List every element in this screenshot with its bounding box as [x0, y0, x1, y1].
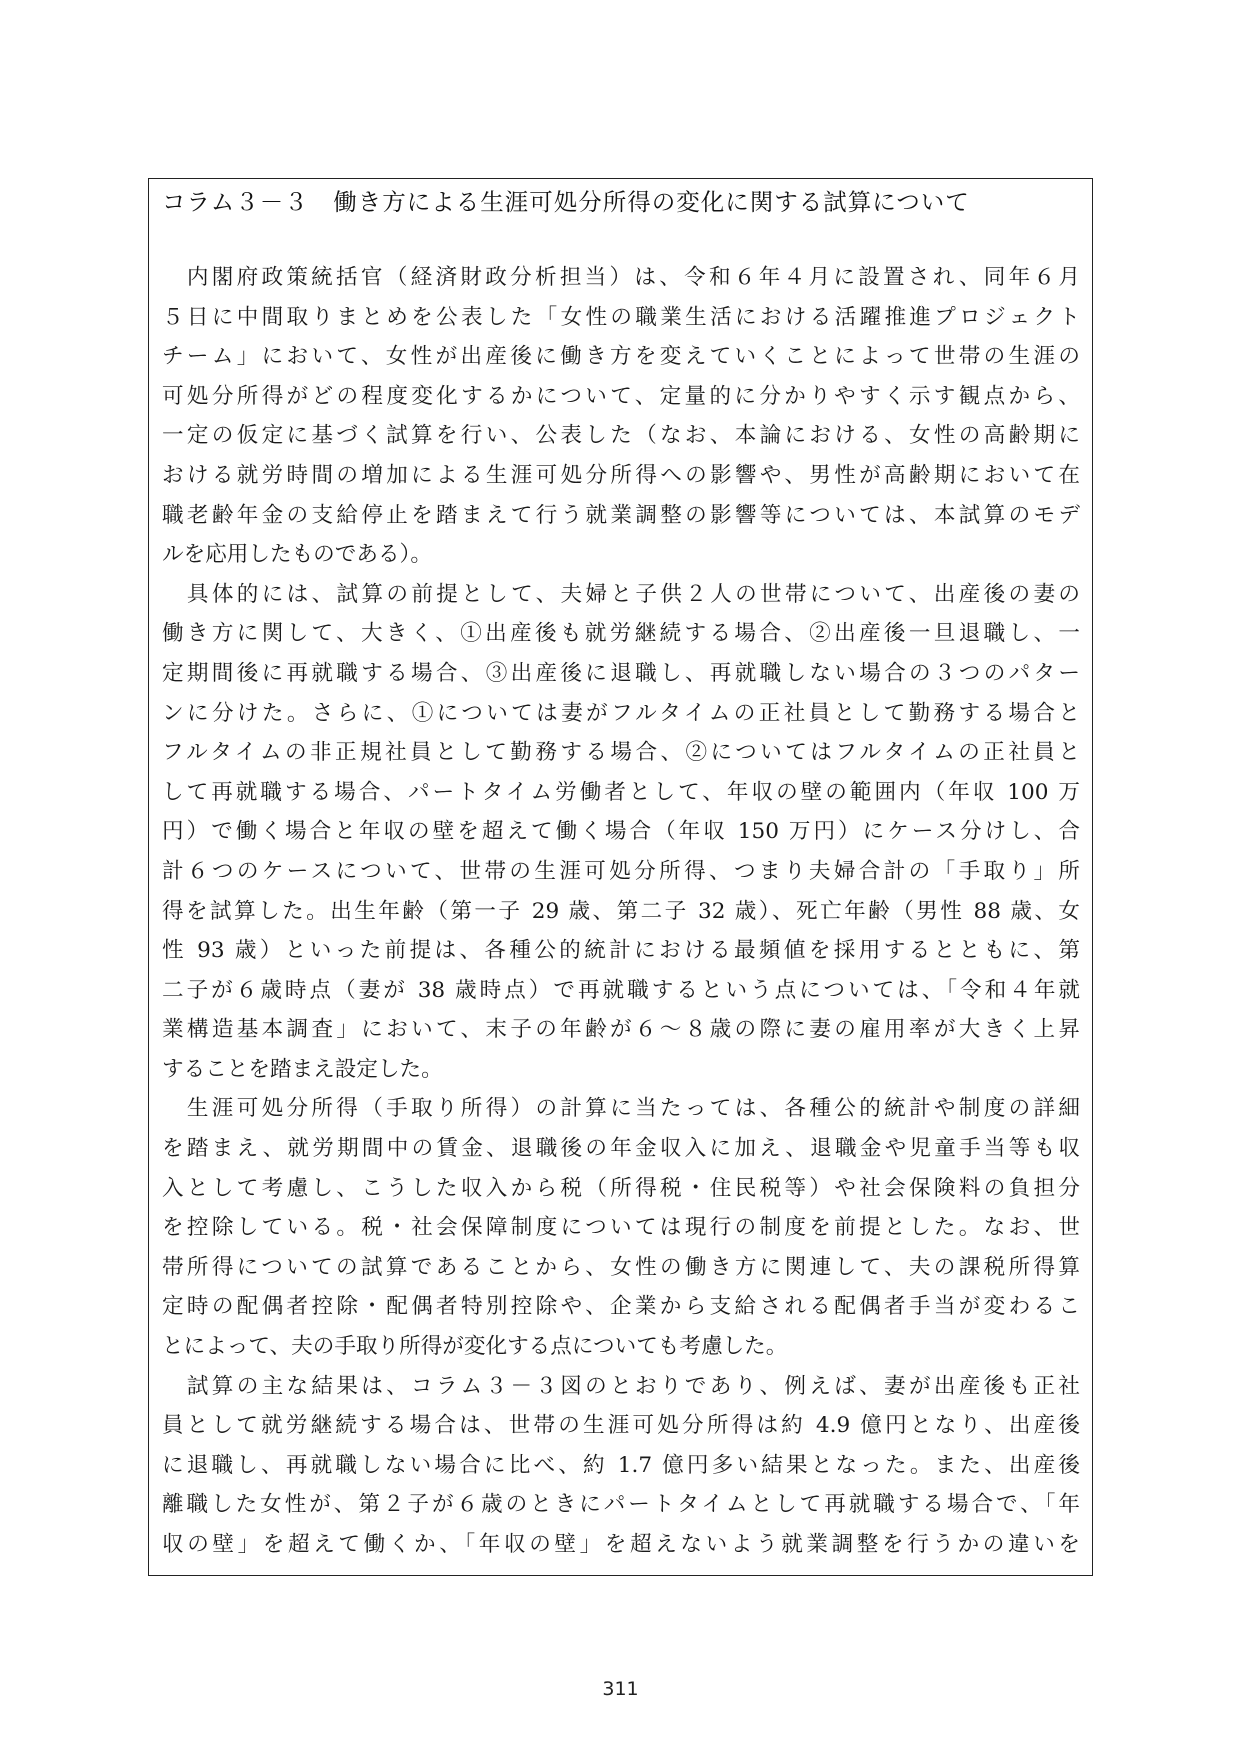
text-line: 可処分所得がどの程度変化するかについて、定量的に分かりやすく示す観点から、 — [162, 383, 1080, 409]
text-line: 入として考慮し、こうした収入から税（所得税・住民税等）や社会保険料の負担分 — [162, 1175, 1080, 1201]
text-line: 二子が６歳時点（妻が 38 歳時点）で再就職するという点については、「令和４年就 — [162, 977, 1080, 1003]
text-line: 試算の主な結果は、コラム３－３図のとおりであり、例えば、妻が出産後も正社 — [162, 1373, 1080, 1399]
text-line: 具体的には、試算の前提として、夫婦と子供２人の世帯について、出産後の妻の — [162, 581, 1080, 607]
text-line: おける就労時間の増加による生涯可処分所得への影響や、男性が高齢期において在 — [162, 462, 1080, 488]
text-line: 員として就労継続する場合は、世帯の生涯可処分所得は約 4.9 億円となり、出産後 — [162, 1413, 1080, 1439]
text-line: ンに分けた。さらに、①については妻がフルタイムの正社員として勤務する場合と — [162, 700, 1080, 726]
column-title: コラム３－３ 働き方による生涯可処分所得の変化に関する試算について — [162, 188, 970, 216]
text-line: 得を試算した。出生年齢（第一子 29 歳、第二子 32 歳）、死亡年齢（男性 88 歳、女 — [162, 898, 1080, 924]
text-line: 定時の配偶者控除・配偶者特別控除や、企業から支給される配偶者手当が変わるこ — [162, 1294, 1080, 1320]
text-line: 働き方に関して、大きく、①出産後も就労継続する場合、②出産後一旦退職し、一 — [162, 621, 1080, 647]
text-line: 円）で働く場合と年収の壁を超えて働く場合（年収 150 万円）にケース分けし、合 — [162, 819, 1080, 845]
text-line: 生涯可処分所得（手取り所得）の計算に当たっては、各種公的統計や制度の詳細 — [162, 1096, 1080, 1122]
text-line: することを踏まえ設定した。 — [162, 1056, 443, 1082]
text-line: 計６つのケースについて、世帯の生涯可処分所得、つまり夫婦合計の「手取り」所 — [162, 858, 1080, 884]
text-line: 業構造基本調査」において、末子の年齢が６～８歳の際に妻の雇用率が大きく上昇 — [162, 1017, 1080, 1043]
text-line: 内閣府政策統括官（経済財政分析担当）は、令和６年４月に設置され、同年６月 — [162, 265, 1080, 290]
paragraph-2 — [162, 575, 1080, 1090]
text-line: 帯所得についての試算であることから、女性の働き方に関連して、夫の課税所得算 — [162, 1254, 1080, 1280]
text-line: に退職し、再就職しない場合に比べ、約 1.7 億円多い結果となった。また、出産後 — [162, 1452, 1080, 1478]
text-line: フルタイムの非正規社員として勤務する場合、②についてはフルタイムの正社員と — [162, 740, 1080, 766]
text-line: とによって、夫の手取り所得が変化する点についても考慮した。 — [162, 1334, 788, 1360]
text-line: ５日に中間取りまとめを公表した「女性の職業生活における活躍推進プロジェクト — [162, 304, 1080, 330]
text-line: 一定の仮定に基づく試算を行い、公表した（なお、本論における、女性の高齢期に — [162, 423, 1080, 449]
text-line: チーム」において、女性が出産後に働き方を変えていくことによって世帯の生涯の — [162, 344, 1080, 370]
text-line: 職老齢年金の支給停止を踏まえて行う就業調整の影響等については、本試算のモデ — [162, 502, 1080, 528]
text-line: 離職した女性が、第２子が６歳のときにパートタイムとして再就職する場合で、「年 — [162, 1492, 1080, 1518]
text-line: ルを応用したものである）。 — [162, 542, 432, 568]
paragraph-3 — [162, 1089, 1080, 1366]
text-line: を控除している。税・社会保障制度については現行の制度を前提とした。なお、世 — [162, 1215, 1080, 1241]
text-line: 収の壁」を超えて働くか、「年収の壁」を超えないよう就業調整を行うかの違いを — [162, 1532, 1080, 1557]
text-line: を踏まえ、就労期間中の賃金、退職後の年金収入に加え、退職金や児童手当等も収 — [162, 1136, 1080, 1162]
paragraph-1 — [162, 258, 1080, 575]
text-line: して再就職する場合、パートタイム労働者として、年収の壁の範囲内（年収 100 万 — [162, 779, 1080, 805]
text-line: 定期間後に再就職する場合、③出産後に退職し、再就職しない場合の３つのパター — [162, 660, 1080, 686]
column-body — [162, 258, 1080, 1565]
page-number: 311 — [602, 1678, 639, 1700]
paragraph-4 — [162, 1367, 1080, 1565]
text-line: 性 93 歳）といった前提は、各種公的統計における最頻値を採用するとともに、第 — [162, 938, 1080, 964]
